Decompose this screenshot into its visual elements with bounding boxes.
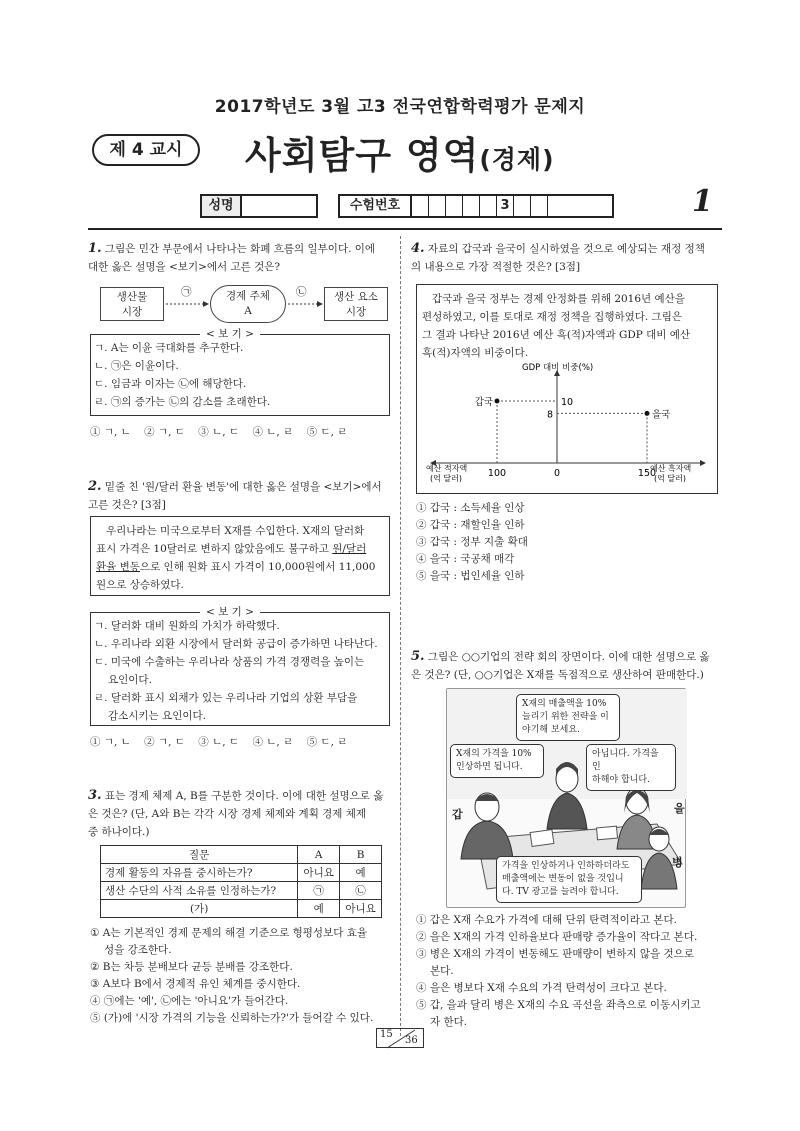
- answer-option: ③ 병은 X재의 가격이 변동해도 판매량이 변하지 않을 것으로: [416, 948, 694, 960]
- answer-options: [90, 925, 396, 1027]
- question-stem: 의 내용으로 가장 적절한 것은? [3점]: [411, 261, 581, 273]
- exam-number-cell: [480, 196, 497, 216]
- gap-person-body: [461, 821, 513, 859]
- passage-text: 으로 인해 원화 표시 가격이 10,000원에서 11,000: [139, 561, 376, 573]
- table-cell: 예: [340, 864, 382, 882]
- bogi-item: ㄴ. ㉠은 이윤이다.: [94, 360, 179, 372]
- page-current: 15: [380, 1029, 393, 1040]
- exam-number-cell: [463, 196, 480, 216]
- header-rule: [88, 228, 722, 230]
- exam-number-field: [338, 194, 614, 218]
- answer-option: ④ 을국 : 국공채 매각: [416, 553, 515, 565]
- x-axis-arrow-right: [700, 460, 706, 466]
- flow-text: A: [244, 305, 252, 317]
- question-number: 2.: [88, 479, 102, 494]
- table-cell: 생산 수단의 사적 소유를 인정하는가?: [101, 882, 298, 900]
- bogi-title: < 보 기 >: [200, 606, 260, 618]
- bogi-item: ㄷ. 임금과 이자는 ㉡에 해당한다.: [94, 378, 247, 390]
- economic-system-table: [100, 845, 382, 918]
- flow-text: 경제 주체: [226, 290, 270, 302]
- name-field: [200, 194, 318, 218]
- passage: [422, 290, 690, 362]
- exam-number-cell: [412, 196, 429, 216]
- answer-option: ⑤ (가)에 '시장 가격의 기능을 신뢰하는가?'가 들어갈 수 있다.: [90, 1012, 374, 1024]
- answer-option: 본다.: [430, 965, 454, 977]
- label-eul: 을: [674, 802, 685, 815]
- x-tick-label: 100: [487, 468, 507, 479]
- point-label-gap: 갑국: [474, 397, 493, 408]
- table-header: A: [298, 846, 340, 864]
- question-stem: 표는 경제 체제 A, B를 구분한 것이다. 이에 대한 설명으로 옳: [104, 790, 384, 802]
- bubble-text: 야기해 보세요.: [522, 725, 580, 735]
- question-stem: 그림은 ○○기업의 전략 회의 장면이다. 이에 대한 설명으로 옳: [427, 651, 710, 663]
- label-byeong: 병: [672, 856, 683, 869]
- speech-bubble-byeong: [496, 856, 642, 903]
- chart-svg: [420, 360, 716, 490]
- page-counter: [376, 1028, 424, 1048]
- table-cell: ㉠: [298, 882, 340, 900]
- bubble-text: X재의 매출액을 10%: [522, 699, 607, 709]
- bubble-text: 인상하면 됩니다.: [456, 762, 523, 772]
- bubble-text: 가격을 인상하거나 인하하더라도: [502, 861, 630, 871]
- table-cell: 아니요: [340, 900, 382, 918]
- question-number: 4.: [411, 241, 425, 256]
- bogi-item: ㄴ. 우리나라 외환 시장에서 달러화 공급이 증가하면 나타난다.: [94, 638, 378, 650]
- answer-option: ④ 을은 병보다 X재 수요의 가격 탄력성이 크다고 본다.: [416, 982, 667, 994]
- answer-option: ① A는 기본적인 경제 문제의 해결 기준으로 형평성보다 효율: [90, 927, 367, 939]
- table-cell: 경제 활동의 자유를 중시하는가?: [101, 864, 298, 882]
- bogi-item: ㄷ. 미국에 수출하는 우리나라 상품의 가격 경쟁력을 높이는: [94, 656, 365, 668]
- data-point-eul: [645, 411, 650, 416]
- answer-options: [416, 500, 528, 585]
- flow-box-factor-market: [324, 287, 388, 321]
- question-stem: 은 것은? (단, ○○기업은 X재를 독점적으로 생산하여 판매한다.): [411, 669, 704, 681]
- bogi-item: ㄱ. A는 이윤 극대화를 추구한다.: [94, 342, 244, 354]
- exam-number-cell: [429, 196, 446, 216]
- x-axis-label-right: 예산 흑자액: [650, 464, 692, 473]
- question-number: 1.: [88, 241, 102, 256]
- bubble-text: 다. TV 광고를 늘려야 합니다.: [502, 887, 619, 897]
- flow-box-product-market: [100, 287, 164, 321]
- answer-option: ④ ㉠에는 '예', ㉡에는 '아니요'가 들어간다.: [90, 995, 289, 1007]
- column-divider: [400, 236, 401, 1036]
- bogi-item: ㄹ. ㉠의 증가는 ㉡의 감소를 초래한다.: [94, 396, 271, 408]
- passage-line: 갑국과 을국 정부는 경제 안정화를 위해 2016년 예산을: [432, 293, 685, 305]
- paper-document: [597, 826, 618, 840]
- question-1: [88, 240, 394, 276]
- bogi-item: 감소시키는 요인이다.: [108, 710, 206, 722]
- question-stem: 중 하나이다.): [88, 826, 150, 838]
- bubble-text: 매출액에는 변동이 없을 것입니: [502, 874, 624, 884]
- answer-options: [416, 912, 726, 1031]
- speech-bubble-eul: [586, 744, 676, 791]
- flow-text: 시장: [121, 306, 143, 318]
- answer-option: ⑤ 갑, 을과 달리 병은 X재의 수요 곡선을 좌측으로 이동시키고: [416, 999, 701, 1011]
- speech-bubble-gap: [450, 744, 544, 778]
- answer-option: ② 을은 X재의 가격 인하율보다 판매량 증가율이 작다고 본다.: [416, 931, 698, 943]
- answer-option: ① 갑국 : 소득세율 인상: [416, 502, 525, 514]
- x-axis-label-right: (억 달러): [654, 474, 686, 483]
- bogi-item: ㄱ. 달러화 대비 원화의 가치가 하락했다.: [94, 620, 280, 632]
- exam-number-cell: [548, 196, 565, 216]
- answer-option: ③ A보다 B에서 경제적 유인 체계를 중시한다.: [90, 978, 301, 990]
- table-row: [101, 882, 382, 900]
- x-axis-label-left: 예산 적자액: [426, 464, 468, 473]
- bogi-list: [94, 339, 270, 411]
- question-number: 5.: [411, 649, 425, 664]
- arrow-label-2: ㉡: [296, 286, 307, 298]
- flow-text: 시장: [345, 306, 367, 318]
- question-3: [88, 787, 394, 841]
- answer-option: ① 갑은 X재 수요가 가격에 대해 단위 탄력적이라고 본다.: [416, 914, 678, 926]
- underlined-text: 원/달러: [332, 543, 367, 555]
- table-cell: 예: [298, 900, 340, 918]
- y-tick-label: 8: [546, 409, 553, 421]
- bubble-text: 아닙니다. 가격을 인: [592, 749, 659, 772]
- question-stem: 자료의 갑국과 을국이 실시하였을 것으로 예상되는 재정 정책: [427, 243, 705, 255]
- exam-title: 2017학년도 3월 고3 전국연합학력평가 문제지: [214, 97, 586, 117]
- budget-chart: [420, 360, 716, 490]
- bogi-list: [94, 617, 378, 725]
- x-tick-label: 150: [637, 468, 657, 479]
- arrow-label-1: ㉠: [181, 286, 192, 298]
- page-number: 1: [692, 184, 713, 219]
- flow-text: 생산물: [116, 291, 148, 303]
- table-header: 질문: [101, 846, 298, 864]
- bogi-item: ㄹ. 달러화 표시 외채가 있는 우리나라 기업의 상환 부담을: [94, 692, 358, 704]
- table-cell: 아니요: [298, 864, 340, 882]
- passage-line: 원으로 상승하였다.: [96, 579, 184, 591]
- question-stem: 고른 것은? [3점]: [88, 499, 166, 511]
- y-axis-label: GDP 대비 비중(%): [522, 363, 594, 373]
- answer-option: ③ 갑국 : 정부 지출 확대: [416, 536, 528, 548]
- bogi-item: 요인이다.: [108, 674, 152, 686]
- table-header-row: [101, 846, 382, 864]
- table-cell: ㉡: [340, 882, 382, 900]
- subject-sub: (경제): [479, 145, 555, 174]
- passage-line: 흑(적)자액의 비중이다.: [422, 347, 529, 359]
- answer-option: 성을 강조한다.: [104, 944, 172, 956]
- bubble-text: 하해야 합니다.: [592, 775, 650, 785]
- exam-number-cell: [514, 196, 531, 216]
- x-tick-label: 0: [553, 468, 561, 479]
- passage-line: 편성하였고, 이를 토대로 재정 정책을 집행하였다. 그림은: [422, 311, 682, 323]
- answer-option: ② B는 차등 분배보다 균등 분배를 강조한다.: [90, 961, 293, 973]
- passage-line: 우리나라는 미국으로부터 X재를 수입한다. X재의 달러화: [106, 525, 365, 537]
- exam-number-cell: 3: [497, 196, 514, 216]
- answer-option: 자 한다.: [430, 1016, 468, 1028]
- bubble-text: X재의 가격을 10%: [456, 749, 532, 759]
- data-point-gap: [495, 399, 500, 404]
- name-blank: [242, 196, 316, 216]
- question-4: [411, 240, 721, 276]
- question-stem: 은 것은? (단, A와 B는 각각 시장 경제 체제와 계획 경제 체제: [88, 808, 367, 820]
- period-badge: 제 4 교시: [92, 134, 200, 166]
- question-2: [88, 478, 394, 514]
- page-total: 36: [405, 1035, 418, 1046]
- label-gap: 갑: [452, 808, 463, 821]
- answer-option: ② 갑국 : 재할인율 인하: [416, 519, 525, 531]
- exam-number-cell: [446, 196, 463, 216]
- underlined-text: 환율 변동: [96, 561, 140, 573]
- speech-bubble-center: [516, 694, 620, 741]
- passage-line: 그 결과 나타난 2016년 예산 흑(적)자액과 GDP 대비 예산: [422, 329, 691, 341]
- answer-options: ① ㄱ, ㄴ ② ㄱ, ㄷ ③ ㄴ, ㄷ ④ ㄴ, ㄹ ⑤ ㄷ, ㄹ: [90, 736, 348, 748]
- paper-document: [530, 830, 554, 847]
- question-5: [411, 648, 723, 684]
- answer-options: ① ㄱ, ㄴ ② ㄱ, ㄷ ③ ㄴ, ㄷ ④ ㄴ, ㄹ ⑤ ㄷ, ㄹ: [90, 426, 348, 438]
- question-stem: 밑줄 친 '원/달러 환율 변동'에 대한 옳은 설명을 <보기>에서: [104, 481, 382, 493]
- exam-number-cell: [531, 196, 548, 216]
- table-row: [101, 864, 382, 882]
- answer-option: ⑤ 을국 : 법인세율 인하: [416, 570, 525, 582]
- passage-text: 표시 가격은 10달러로 변하지 않았음에도 불구하고: [96, 543, 333, 555]
- table-row: [101, 900, 382, 918]
- exam-number-label: 수험번호: [340, 196, 412, 216]
- flow-text: 생산 요소: [334, 291, 378, 303]
- question-number: 3.: [88, 788, 102, 803]
- x-axis-label-left: (억 달러): [430, 474, 462, 483]
- bogi-title: < 보 기 >: [200, 328, 260, 340]
- passage: [96, 522, 375, 594]
- table-cell: (가): [101, 900, 298, 918]
- subject-title: [245, 125, 555, 179]
- subject-main: 사회탐구 영역: [245, 134, 480, 177]
- name-label: 성명: [202, 196, 242, 216]
- question-stem: 대한 옳은 설명을 <보기>에서 고른 것은?: [88, 261, 281, 273]
- table-header: B: [340, 846, 382, 864]
- question-stem: 그림은 민간 부문에서 나타나는 화폐 흐름의 일부이다. 이에: [104, 243, 376, 255]
- y-tick-label: 10: [561, 397, 574, 408]
- point-label-eul: 을국: [652, 409, 671, 421]
- bubble-text: 늘리기 위한 전략을 이: [522, 712, 609, 722]
